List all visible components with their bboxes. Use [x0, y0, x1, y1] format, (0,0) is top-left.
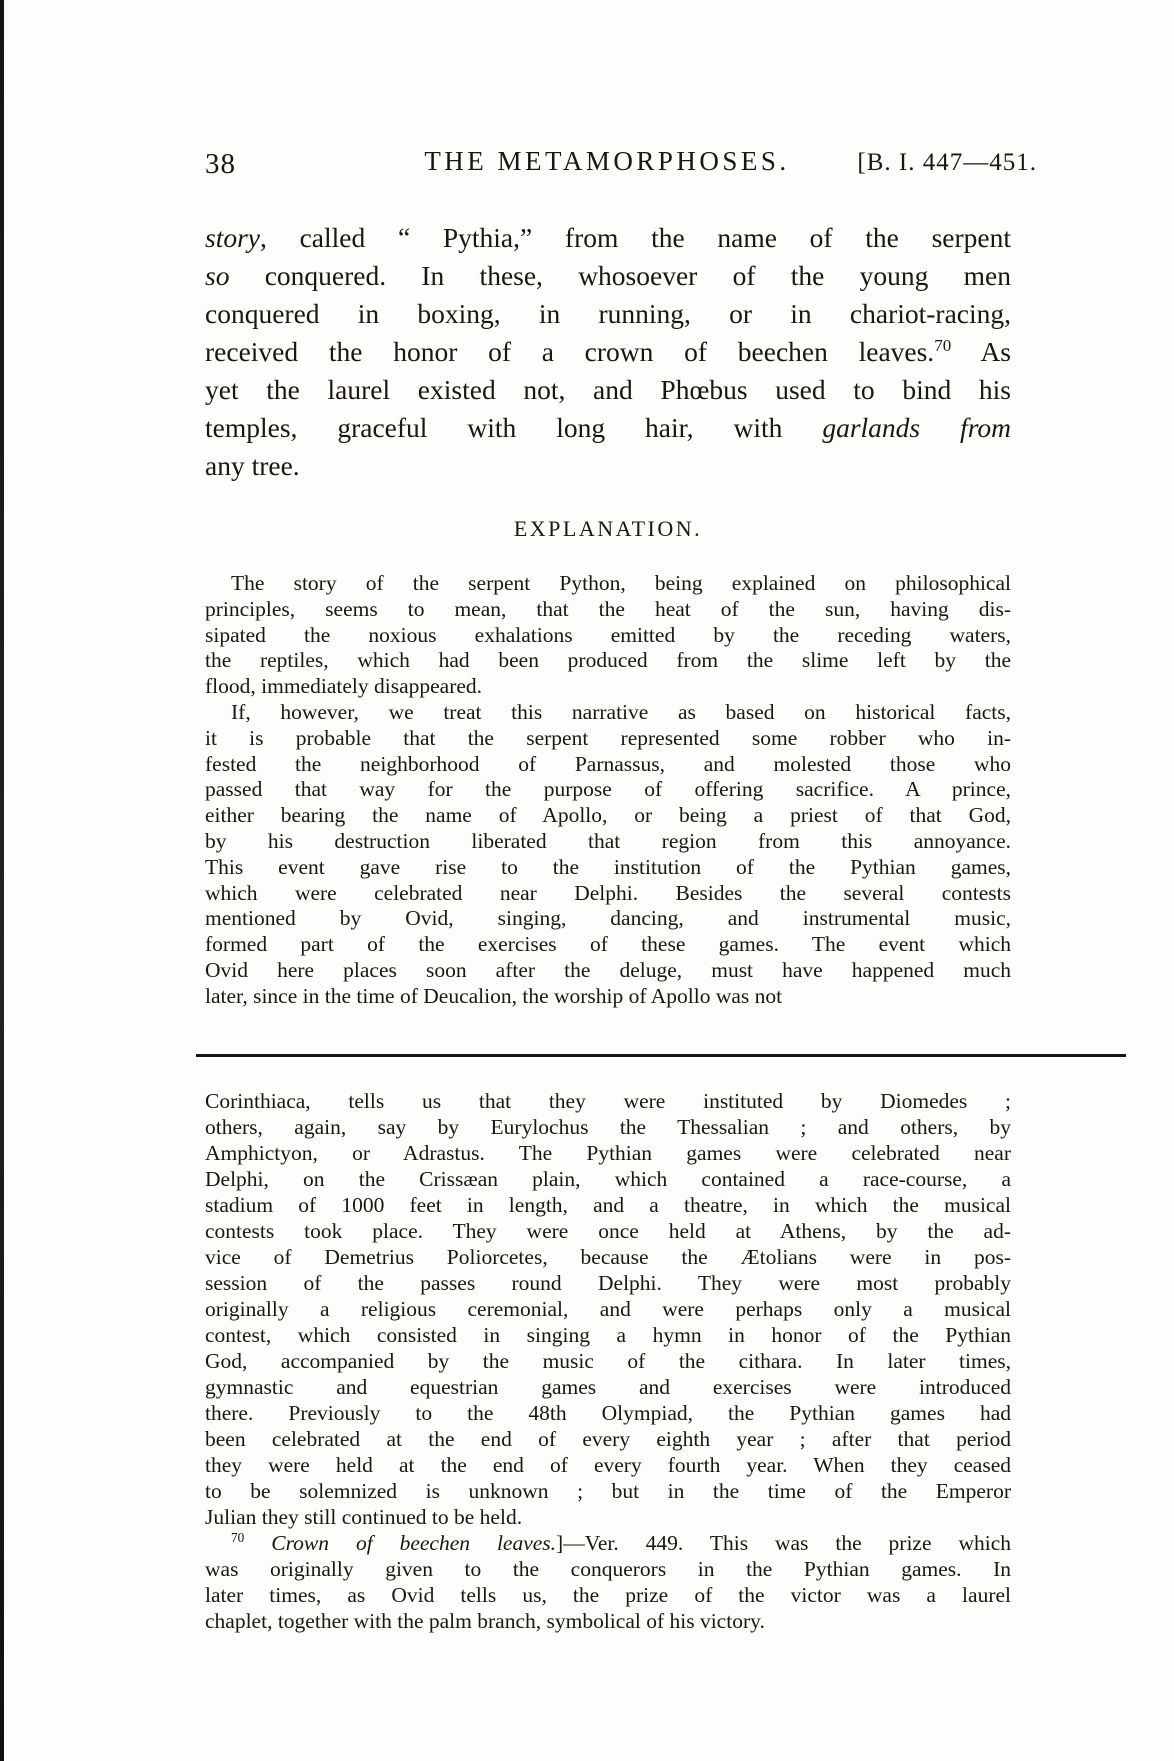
text-line: so conquered. In these, whosoever of the young men [205, 260, 1011, 291]
text-line: This event gave rise to the institution of the Pythian games, [205, 854, 1011, 879]
text-line: the reptiles, which had been produced from the slime left by the [205, 648, 1011, 673]
page-header [205, 146, 1037, 188]
explanation-section [205, 571, 1011, 1010]
body-paragraph [205, 219, 1011, 485]
text-line: flood, immediately disappeared. [205, 674, 483, 699]
text-line: mentioned by Ovid, singing, dancing, and instrumental music, [205, 906, 1011, 931]
text-line: conquered in boxing, in running, or in chariot-racing, [205, 298, 1011, 329]
text-line: they were held at the end of every fourth year. When they ceased [205, 1453, 1011, 1477]
footnote-continuation-paragraph [205, 1088, 1011, 1530]
text-line: $^{70}$ Crown of beechen leaves.]—Ver. 449. This was the prize which [231, 1529, 1011, 1555]
text-line: fested the neighborhood of Parnassus, and molested those who [205, 751, 1011, 776]
page-number: 38 [205, 148, 236, 180]
text-line: gymnastic and equestrian games and exercises were introduced [205, 1375, 1011, 1399]
text-line: others, again, say by Eurylochus the Thessalian ; and others, by [205, 1115, 1011, 1139]
text-line: any tree. [205, 450, 300, 481]
explanation-paragraph-1 [205, 571, 1011, 700]
text-line: later times, as Ovid tells us, the prize of the victor was a laurel [205, 1583, 1011, 1607]
footnote-rule [196, 1054, 1126, 1057]
text-line: God, accompanied by the music of the cithara. In later times, [205, 1349, 1011, 1373]
footnote-section [205, 1088, 1011, 1634]
text-line: later, since in the time of Deucalion, the worship of Apollo was not [205, 983, 783, 1008]
text-line: passed that way for the purpose of offering sacrifice. A prince, [205, 777, 1011, 802]
running-title: THE METAMORPHOSES. [424, 146, 790, 176]
text-line: principles, seems to mean, that the heat of the sun, having dis- [205, 596, 1011, 621]
text-line: Amphictyon, or Adrastus. The Pythian games were celebrated near [205, 1141, 1011, 1165]
text-line: Delphi, on the Crissæan plain, which contained a race-course, a [205, 1167, 1011, 1191]
text-line: If, however, we treat this narrative as based on historical facts, [231, 699, 1011, 724]
explanation-paragraph-2 [205, 700, 1011, 1010]
text-line: contests took place. They were once held at Athens, by the ad- [205, 1219, 1011, 1243]
text-line: contest, which consisted in singing a hymn in honor of the Pythian [205, 1323, 1011, 1347]
text-line: chaplet, together with the palm branch, symbolical of his victory. [205, 1609, 765, 1633]
verse-citation: [B. I. 447—451. [857, 149, 1037, 176]
text-line: was originally given to the conquerors in the Pythian games. In [205, 1557, 1011, 1581]
text-line: either bearing the name of Apollo, or being a priest of that God, [205, 803, 1011, 828]
text-line: it is probable that the serpent represented some robber who in- [205, 725, 1011, 750]
scan-edge-artifact [0, 0, 4, 1761]
text-line: stadium of 1000 feet in length, and a theatre, in which the musical [205, 1193, 1011, 1217]
text-line: sipated the noxious exhalations emitted by the receding waters, [205, 622, 1011, 647]
text-line: session of the passes round Delphi. They were most probably [205, 1271, 1011, 1295]
text-line: by his destruction liberated that region from this annoyance. [205, 828, 1011, 853]
text-line: been celebrated at the end of every eighth year ; after that period [205, 1427, 1011, 1451]
text-line: The story of the serpent Python, being explained on philosophical [231, 571, 1011, 595]
text-line: originally a religious ceremonial, and were perhaps only a musical [205, 1297, 1011, 1321]
text-line: Ovid here places soon after the deluge, must have happened much [205, 957, 1011, 982]
text-line: received the honor of a crown of beechen leaves.$^{70}$ As [205, 335, 1012, 367]
text-line: there. Previously to the 48th Olympiad, the Pythian games had [205, 1401, 1011, 1425]
text-line: formed part of the exercises of these games. The event which [205, 932, 1011, 957]
text-line: Corinthiaca, tells us that they were instituted by Diomedes ; [205, 1089, 1011, 1113]
explanation-heading: EXPLANATION. [513, 516, 703, 541]
text-line: temples, graceful with long hair, with garlands from [205, 412, 1011, 443]
text-line: story, called “ Pythia,” from the name of the serpent [205, 222, 1011, 253]
footnote-70-paragraph [205, 1530, 1011, 1634]
text-line: which were celebrated near Delphi. Besides the several contests [205, 880, 1011, 905]
text-line: yet the laurel existed not, and Phœbus used to bind his [205, 374, 1011, 405]
text-line: to be solemnized is unknown ; but in the time of the Emperor [205, 1479, 1011, 1503]
text-line: vice of Demetrius Poliorcetes, because the Ætolians were in pos- [205, 1245, 1011, 1269]
text-line: Julian they still continued to be held. [205, 1505, 523, 1529]
